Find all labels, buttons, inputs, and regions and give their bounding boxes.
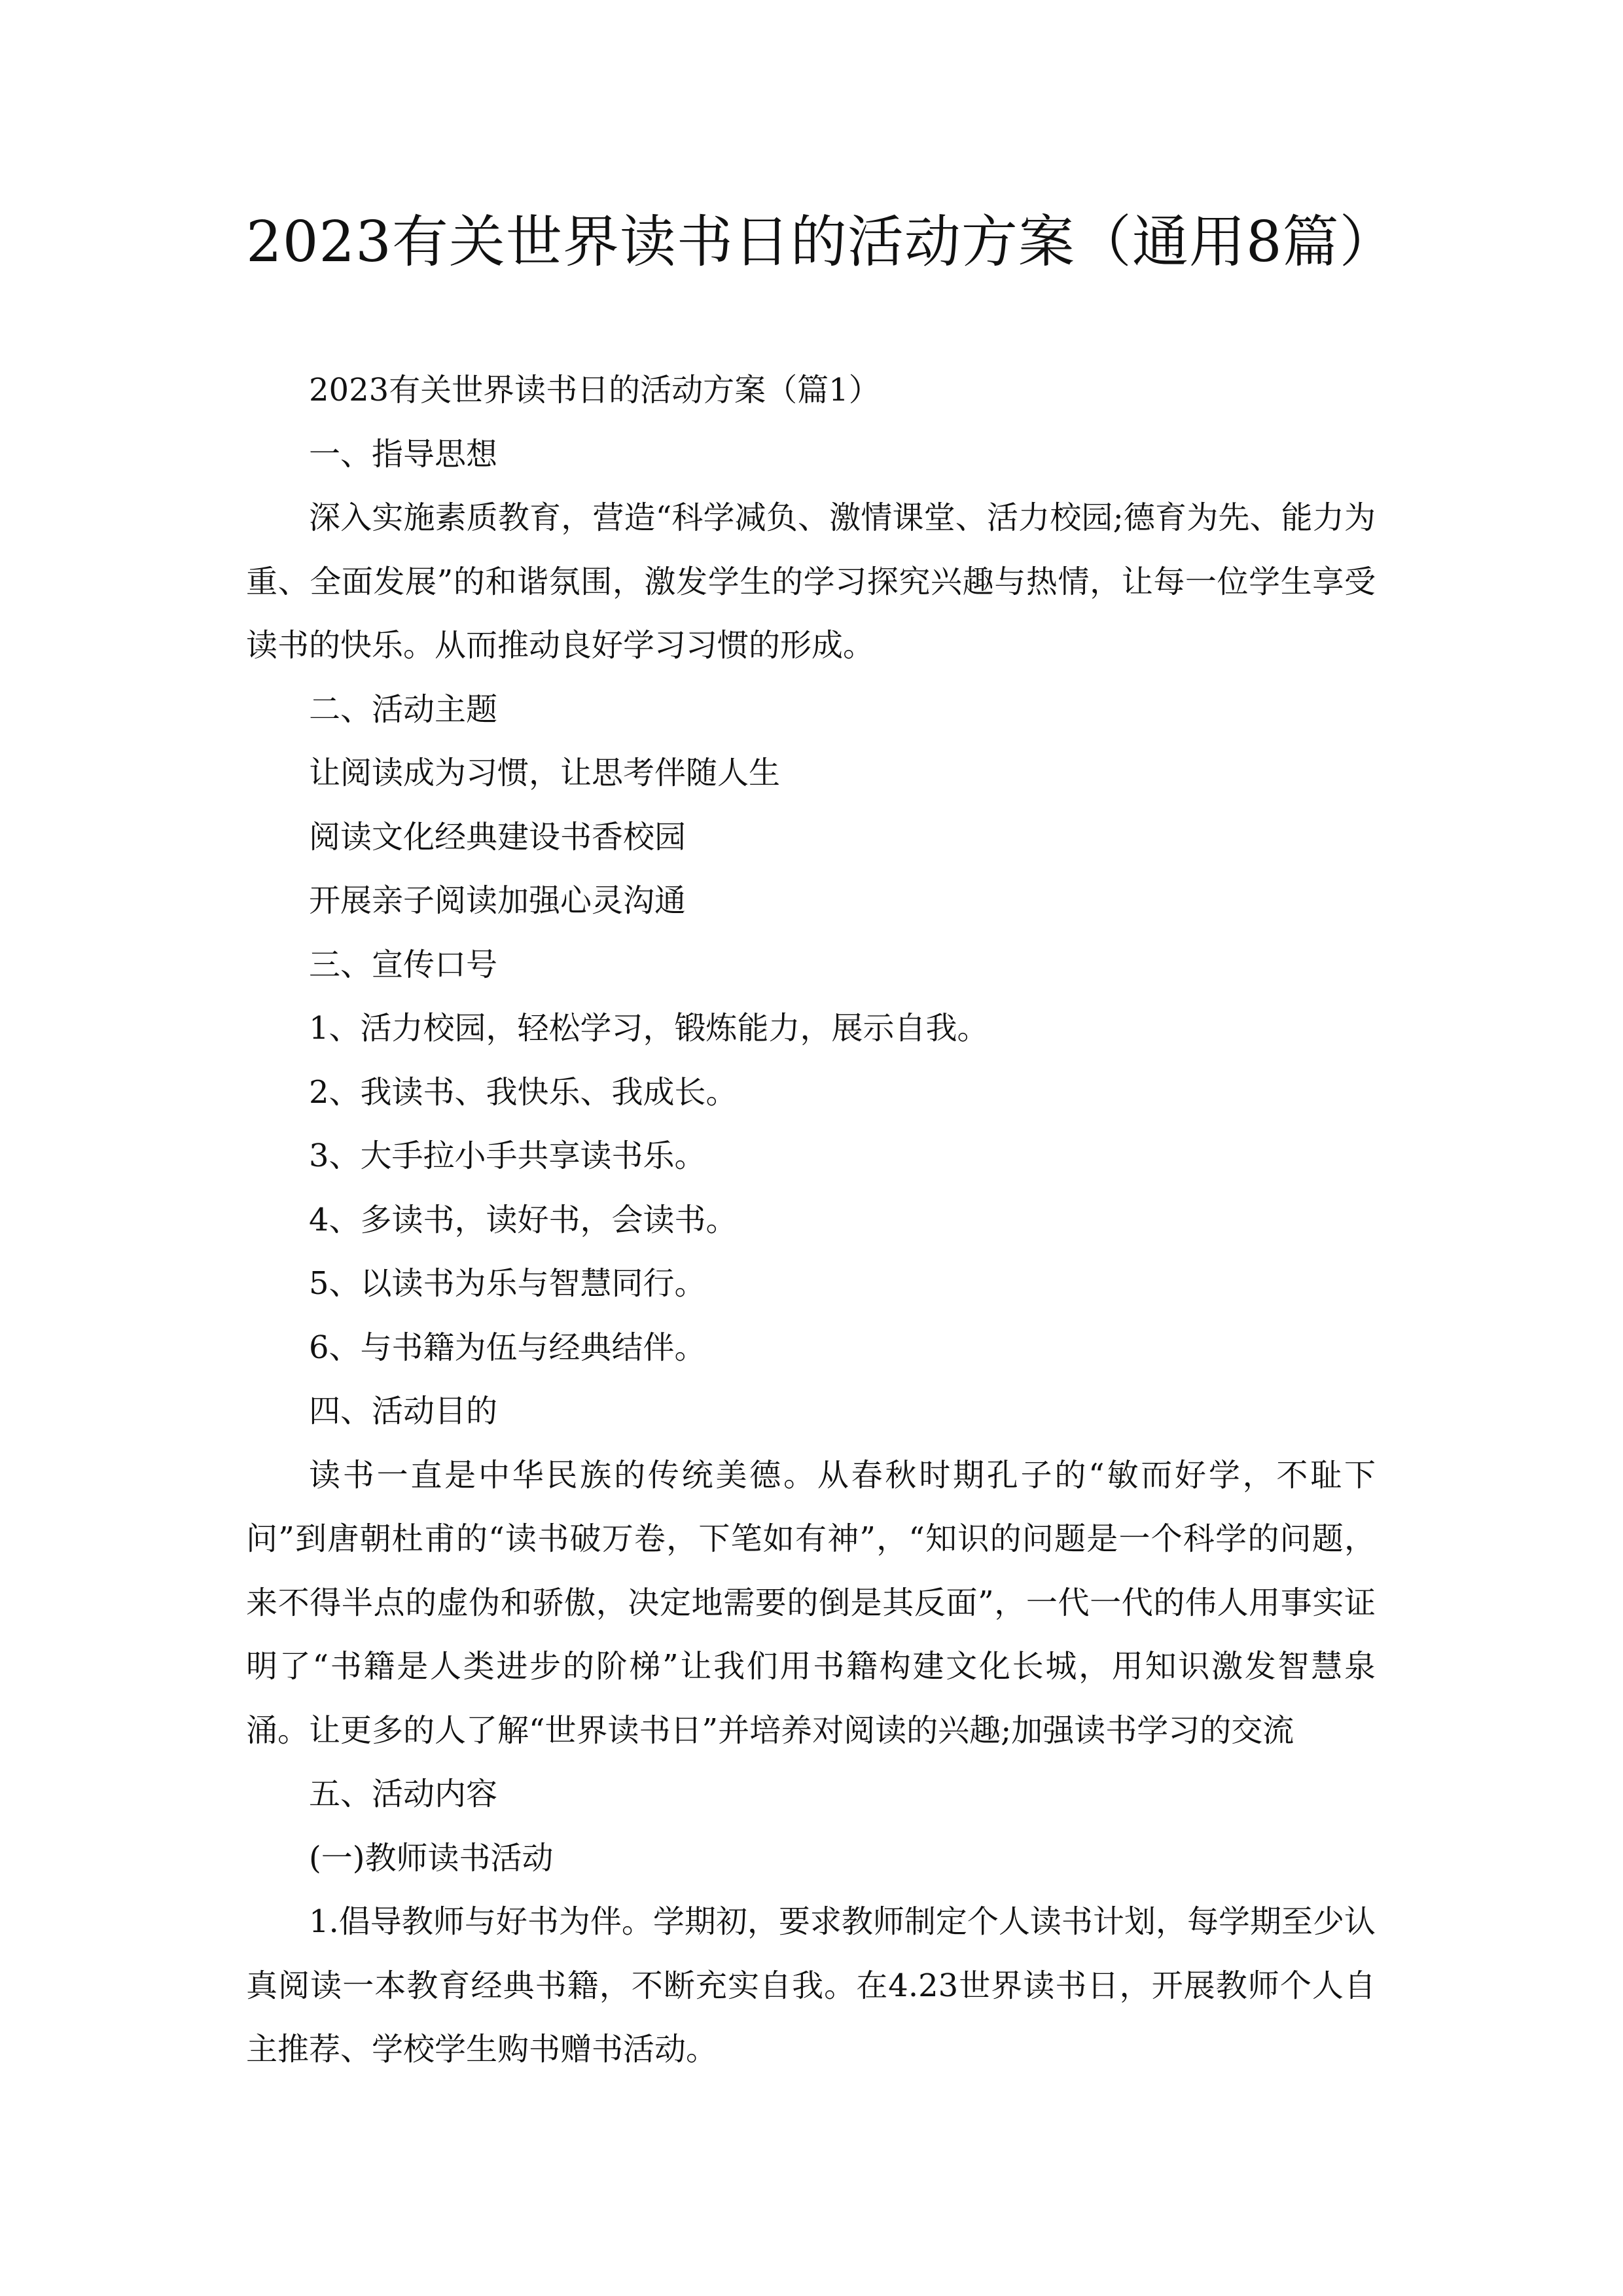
paragraph-teacher-reading: 1.倡导教师与好书为伴。学期初，要求教师制定个人读书计划，每学期至少认真阅读一本教育经典书籍，不断充实自我。在4.23世界读书日，开展教师个人自主推荐、学校学生购书赠书活动。: [246, 1903, 1376, 2068]
theme-item: 阅读文化经典建设书香校园: [309, 818, 687, 855]
slogan-item: 4、多读书，读好书，会读书。: [309, 1201, 738, 1238]
sub-heading-teacher-reading: (一)教师读书活动: [309, 1839, 554, 1876]
slogan-item: 3、大手拉小手共享读书乐。: [309, 1138, 706, 1174]
heading-slogans: 三、宣传口号: [309, 946, 498, 983]
document-title: 2023有关世界读书日的活动方案（通用8篇）: [246, 209, 1397, 275]
heading-activity-purpose: 四、活动目的: [309, 1393, 498, 1429]
document-page: [246, 196, 1397, 2082]
section-title: 2023有关世界读书日的活动方案（篇1）: [309, 372, 880, 408]
theme-item: 开展亲子阅读加强心灵沟通: [309, 882, 687, 919]
theme-item: 让阅读成为习惯，让思考伴随人生: [309, 755, 781, 791]
slogan-item: 6、与书籍为伍与经典结伴。: [309, 1329, 706, 1366]
slogan-item: 2、我读书、我快乐、我成长。: [309, 1073, 738, 1111]
paragraph-activity-purpose: 读书一直是中华民族的传统美德。从春秋时期孔子的“敏而好学，不耻下问”到唐朝杜甫的“读书破万卷，下笔如有神”，“知识的问题是一个科学的问题，来不得半点的虚伪和骄傲，决定地需要的倒是其反面”，一代一代的伟人用事实证明了“书籍是人类进步的阶梯”让我们用书籍构建文化长城，用知识激发智慧泉涌。让更多的人了解“世界读书日”并培养对阅读的兴趣;加强读书学习的交流: [246, 1456, 1376, 1749]
heading-activity-content: 五、活动内容: [309, 1776, 498, 1812]
slogan-item: 5、以读书为乐与智慧同行。: [309, 1265, 706, 1302]
slogan-item: 1、活力校园，轻松学习，锻炼能力，展示自我。: [309, 1010, 989, 1047]
heading-activity-theme: 二、活动主题: [309, 691, 498, 728]
paragraph-guiding-ideology: 深入实施素质教育，营造“科学减负、激情课堂、活力校园;德育为先、能力为重、全面发展”的和谐氛围，激发学生的学习探究兴趣与热情，让每一位学生享受读书的快乐。从而推动良好学习习惯的形成。: [246, 499, 1376, 664]
document-body: [246, 359, 1376, 2082]
heading-guiding-ideology: 一、指导思想: [309, 435, 498, 473]
